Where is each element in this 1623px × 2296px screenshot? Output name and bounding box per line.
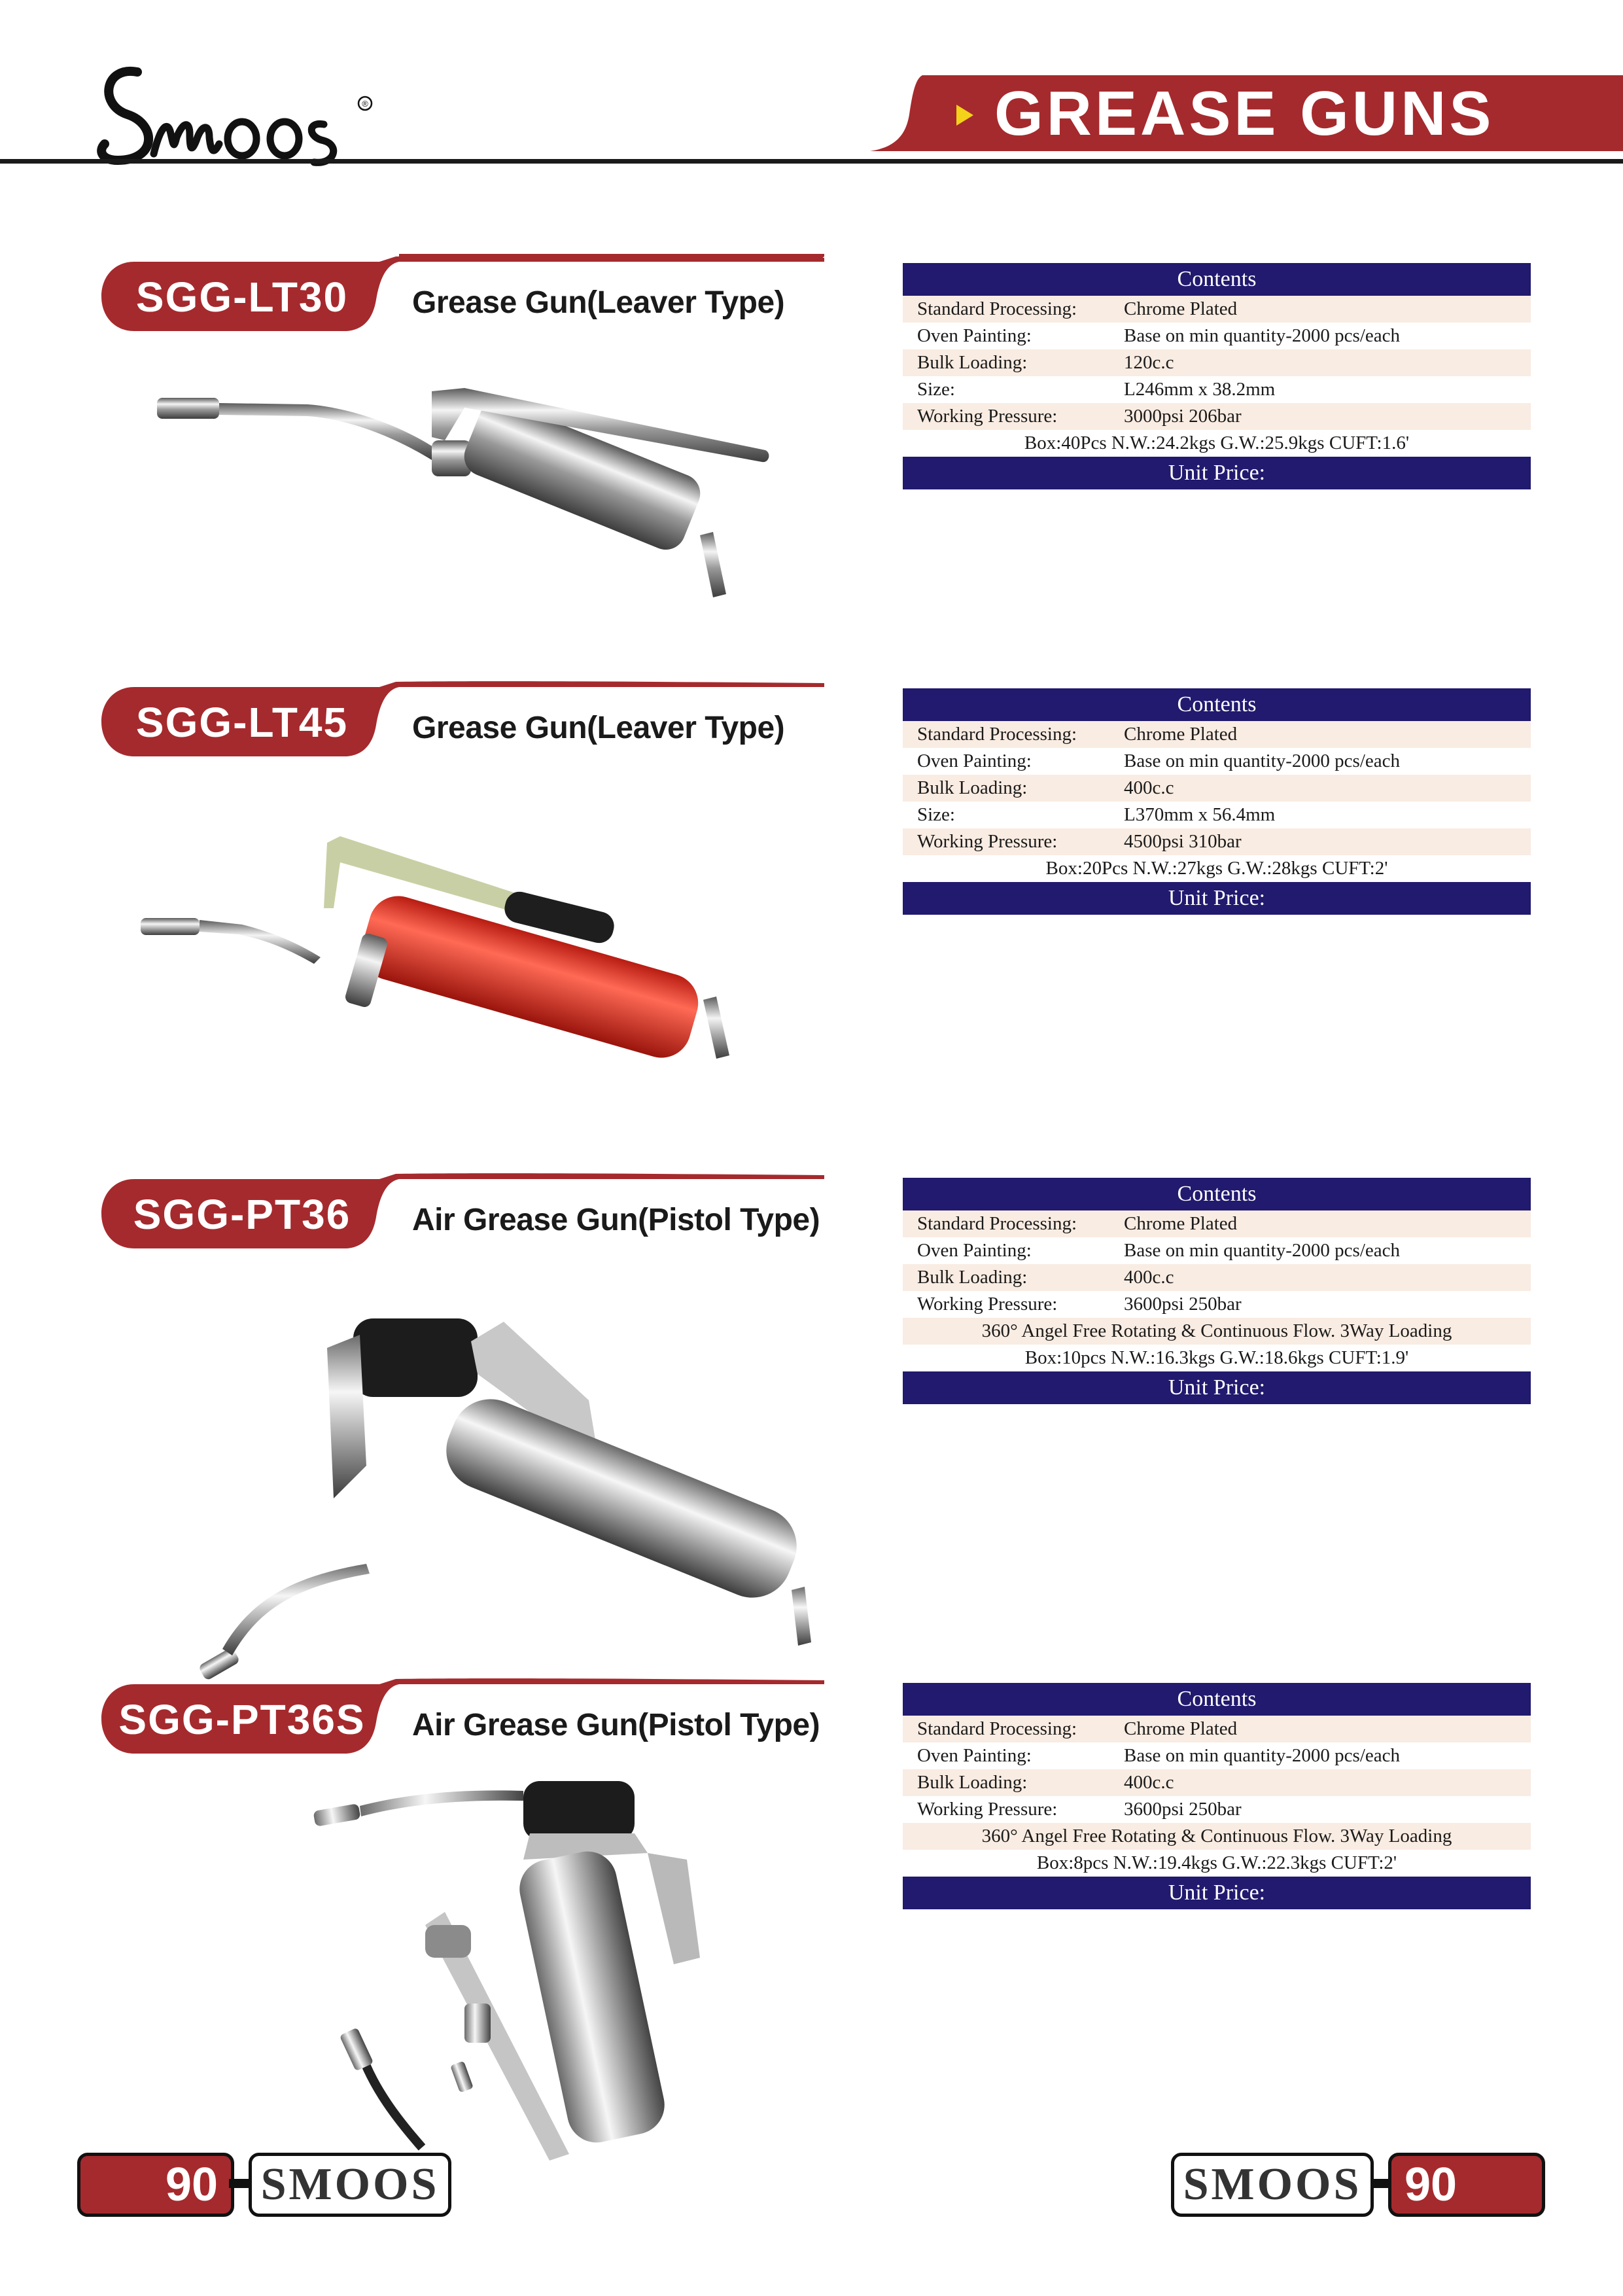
chrome-lever-grease-gun-icon bbox=[150, 378, 798, 875]
spec-row bbox=[903, 1264, 1531, 1291]
spec-row bbox=[903, 1291, 1531, 1318]
registered-mark: ® bbox=[362, 99, 368, 109]
spec-row bbox=[903, 1237, 1531, 1264]
spec-value: L246mm x 38.2mm bbox=[1124, 379, 1276, 400]
spec-row bbox=[903, 1742, 1531, 1769]
packing-note: Box:20Pcs N.W.:27kgs G.W.:28kgs CUFT:2' bbox=[1045, 858, 1388, 879]
spec-row bbox=[903, 1796, 1531, 1823]
footer-page-badge-left bbox=[77, 2153, 451, 2217]
spec-label: Working Pressure: bbox=[917, 831, 1058, 852]
footer-brand: SMOOS bbox=[1171, 2153, 1374, 2217]
packing-note: Box:10pcs N.W.:16.3kgs G.W.:18.6kgs CUFT:1.9' bbox=[1024, 1347, 1409, 1368]
spec-value: L370mm x 56.4mm bbox=[1124, 804, 1276, 825]
spec-label: Standard Processing: bbox=[917, 298, 1077, 319]
spec-row bbox=[903, 748, 1531, 775]
header-divider bbox=[0, 159, 1623, 164]
page-title: GREASE GUNS bbox=[994, 79, 1495, 149]
spec-label: Size: bbox=[917, 379, 955, 400]
spec-label: Bulk Loading: bbox=[917, 1772, 1028, 1793]
spec-label: Working Pressure: bbox=[917, 1294, 1058, 1315]
spec-row bbox=[903, 775, 1531, 802]
spec-label: Oven Painting: bbox=[917, 325, 1032, 346]
spec-label: Bulk Loading: bbox=[917, 352, 1028, 373]
product-code: SGG-LT30 bbox=[135, 274, 349, 321]
spec-row bbox=[903, 403, 1531, 430]
unit-price-row: Unit Price: bbox=[903, 457, 1531, 489]
spec-row bbox=[903, 802, 1531, 828]
product-name: Grease Gun(Leaver Type) bbox=[412, 711, 785, 745]
spec-table bbox=[903, 263, 1531, 489]
spec-value: 120c.c bbox=[1124, 352, 1174, 373]
packing-note: Box:8pcs N.W.:19.4kgs G.W.:22.3kgs CUFT:2' bbox=[1036, 1852, 1397, 1873]
pistol-air-grease-gun-kit-icon bbox=[307, 1781, 765, 2161]
badge-connector bbox=[229, 2179, 251, 2188]
spec-row bbox=[903, 1769, 1531, 1796]
title-arrow-icon bbox=[956, 105, 973, 126]
product-name: Air Grease Gun(Pistol Type) bbox=[412, 1708, 820, 1742]
contents-header: Contents bbox=[903, 263, 1531, 296]
spec-value: 400c.c bbox=[1124, 777, 1174, 798]
spec-value: 3600psi 250bar bbox=[1124, 1799, 1242, 1820]
spec-row bbox=[903, 296, 1531, 323]
spec-label: Standard Processing: bbox=[917, 724, 1077, 745]
spec-row bbox=[903, 1716, 1531, 1742]
spec-value: Base on min quantity-2000 pcs/each bbox=[1124, 325, 1401, 346]
contents-header: Contents bbox=[903, 688, 1531, 721]
spec-label: Standard Processing: bbox=[917, 1718, 1077, 1739]
spec-label: Working Pressure: bbox=[917, 406, 1058, 427]
footer-page-badge-right bbox=[1171, 2153, 1545, 2217]
product-code: SGG-LT45 bbox=[135, 699, 349, 746]
spec-table bbox=[903, 688, 1531, 915]
product-name: Air Grease Gun(Pistol Type) bbox=[412, 1203, 820, 1237]
spec-row bbox=[903, 349, 1531, 376]
spec-row bbox=[903, 828, 1531, 855]
spec-table bbox=[903, 1178, 1531, 1404]
spec-value: Base on min quantity-2000 pcs/each bbox=[1124, 1745, 1401, 1766]
spec-label: Standard Processing: bbox=[917, 1213, 1077, 1234]
spec-row bbox=[903, 376, 1531, 403]
spec-value: 3000psi 206bar bbox=[1124, 406, 1242, 427]
spec-row bbox=[903, 721, 1531, 748]
packing-note: Box:40Pcs N.W.:24.2kgs G.W.:25.9kgs CUFT:1.6' bbox=[1024, 433, 1410, 453]
spec-value: Base on min quantity-2000 pcs/each bbox=[1124, 751, 1401, 771]
feature-note: 360° Angel Free Rotating & Continuous Flow. 3Way Loading bbox=[903, 1823, 1531, 1850]
unit-price-row: Unit Price: bbox=[903, 1371, 1531, 1404]
product-name: Grease Gun(Leaver Type) bbox=[412, 285, 785, 320]
feature-note: 360° Angel Free Rotating & Continuous Flow. 3Way Loading bbox=[903, 1318, 1531, 1345]
red-lever-grease-gun-icon bbox=[137, 836, 739, 1124]
spec-label: Size: bbox=[917, 804, 955, 825]
unit-price-row: Unit Price: bbox=[903, 1877, 1531, 1909]
spec-value: Chrome Plated bbox=[1124, 724, 1238, 745]
contents-header: Contents bbox=[903, 1683, 1531, 1716]
spec-row bbox=[903, 1210, 1531, 1237]
spec-value: 3600psi 250bar bbox=[1124, 1294, 1242, 1315]
spec-label: Oven Painting: bbox=[917, 751, 1032, 771]
spec-label: Working Pressure: bbox=[917, 1799, 1058, 1820]
spec-value: 400c.c bbox=[1124, 1772, 1174, 1793]
spec-label: Oven Painting: bbox=[917, 1745, 1032, 1766]
footer-brand: SMOOS bbox=[249, 2153, 451, 2217]
spec-value: Base on min quantity-2000 pcs/each bbox=[1124, 1240, 1401, 1261]
spec-label: Bulk Loading: bbox=[917, 777, 1028, 798]
spec-label: Bulk Loading: bbox=[917, 1267, 1028, 1288]
spec-value: 4500psi 310bar bbox=[1124, 831, 1242, 852]
spec-value: Chrome Plated bbox=[1124, 298, 1238, 319]
product-code: SGG-PT36 bbox=[133, 1191, 351, 1238]
spec-label: Oven Painting: bbox=[917, 1240, 1032, 1261]
spec-value: Chrome Plated bbox=[1124, 1718, 1238, 1739]
spec-row bbox=[903, 323, 1531, 349]
contents-header: Contents bbox=[903, 1178, 1531, 1210]
spec-value: Chrome Plated bbox=[1124, 1213, 1238, 1234]
spec-value: 400c.c bbox=[1124, 1267, 1174, 1288]
product-code: SGG-PT36S bbox=[118, 1696, 366, 1743]
spec-table bbox=[903, 1683, 1531, 1909]
unit-price-row: Unit Price: bbox=[903, 882, 1531, 915]
smoos-logo bbox=[92, 46, 399, 177]
page-number: 90 bbox=[77, 2153, 234, 2217]
page-number: 90 bbox=[1388, 2153, 1545, 2217]
